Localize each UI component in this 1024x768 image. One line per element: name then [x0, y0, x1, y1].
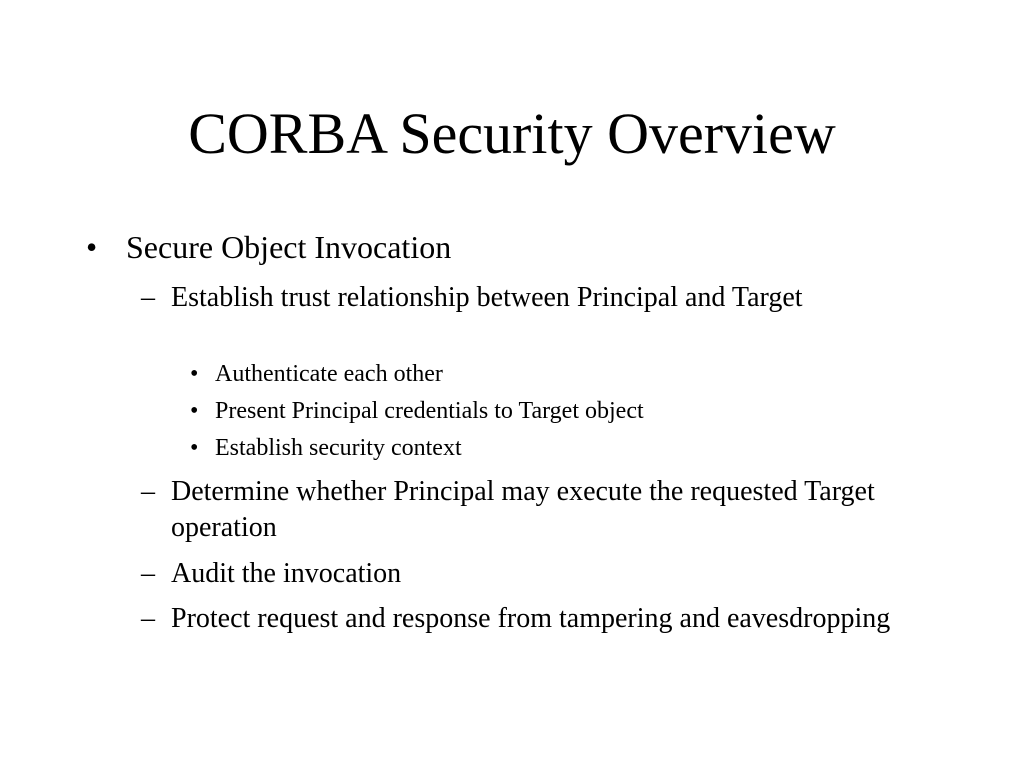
bullet-text: Establish security context — [215, 435, 462, 461]
dash-marker: – — [141, 558, 155, 589]
bullet-text: Authenticate each other — [215, 361, 443, 387]
slide-title: CORBA Security Overview — [188, 101, 836, 166]
bullet-text: Determine whether Principal may execute the requested Target operation — [171, 476, 875, 543]
bullet-text: Establish trust relationship between Principal and Target — [171, 282, 803, 313]
bullet-text: Audit the invocation — [171, 558, 402, 589]
bullet-marker: • — [190, 398, 199, 424]
bullet-marker: • — [190, 435, 199, 461]
dash-marker: – — [141, 282, 155, 313]
bullet-marker: • — [190, 361, 199, 387]
bullet-text: Present Principal credentials to Target object — [215, 398, 644, 424]
bullet-text: Protect request and response from tampering and eavesdropping — [171, 603, 891, 634]
dash-marker: – — [141, 476, 155, 507]
bullet-text: Secure Object Invocation — [126, 229, 452, 265]
bullet-marker: • — [86, 229, 98, 265]
dash-marker: – — [141, 603, 155, 634]
